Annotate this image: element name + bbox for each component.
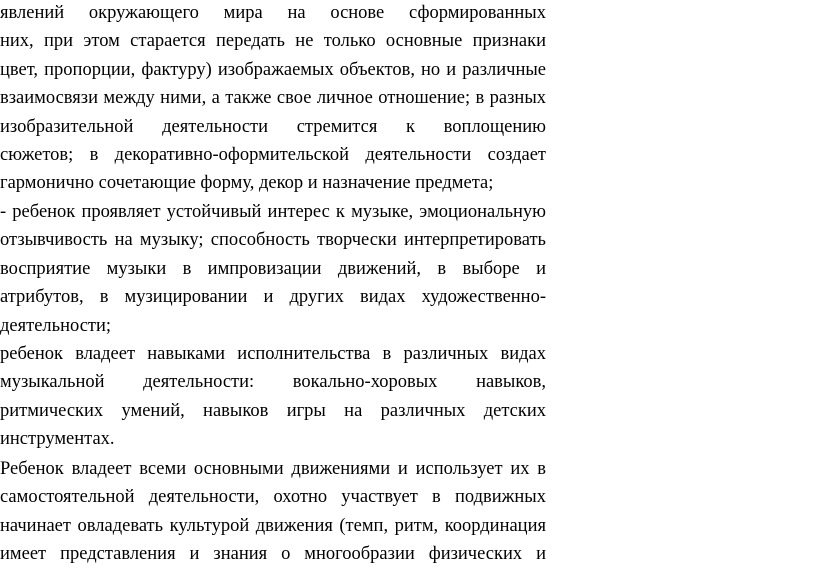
text-line: имеет представления и знания о многообразии физических и — [0, 544, 546, 565]
text-line: явлений окружающего мира на основе сформированных — [0, 3, 546, 23]
text-line: взаимосвязи между ними, а также свое личное отношение; в разных — [0, 88, 546, 109]
paragraph-physical-movement — [0, 455, 546, 569]
text-line: инструментах. — [0, 429, 115, 450]
text-line: атрибутов, в музицировании и других видах художественно- — [0, 287, 546, 308]
text-line: ребенок владеет навыками исполнительства в различных видах — [0, 344, 546, 364]
paragraph-music-performance — [0, 340, 546, 454]
text-line: сюжетов; в декоративно-оформительской деятельности создает — [0, 144, 546, 165]
text-line: изобразительной деятельности стремится к воплощению — [0, 116, 546, 137]
text-line: - ребенок проявляет устойчивый интерес к музыке, эмоциональную — [0, 202, 546, 222]
text-line: отзывчивость на музыку; способность творчески интерпретировать — [0, 230, 546, 251]
paragraph-music-interest — [0, 198, 546, 340]
text-line: Ребенок владеет всеми основными движениями и использует их в — [0, 459, 546, 479]
text-line: них, при этом старается передать не только основные признаки — [0, 31, 546, 52]
text-line: самостоятельной деятельности, охотно участвует в подвижных — [0, 487, 546, 508]
text-line: ритмических умений, навыков игры на различных детских — [0, 400, 546, 421]
paragraph-visual-arts — [0, 0, 546, 198]
text-line: начинает овладевать культурой движения (темп, ритм, координация — [0, 515, 546, 536]
text-line: гармонично сочетающие форму, декор и назначение предмета; — [0, 173, 494, 194]
text-line: деятельности; — [0, 315, 112, 336]
text-line: восприятие музыки в импровизации движений, в выборе и — [0, 258, 546, 279]
text-line: цвет, пропорции, фактуру) изображаемых объектов, но и различные — [0, 59, 546, 80]
text-line: музыкальной деятельности: вокально-хоровых навыков, — [0, 372, 546, 393]
